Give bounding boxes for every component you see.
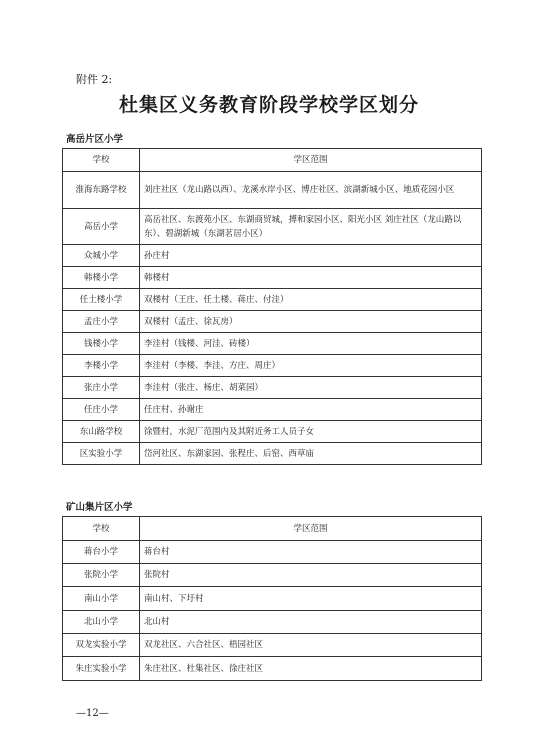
district-range-cell: 任庄村、孙谢庄 <box>140 399 482 421</box>
table-row <box>63 611 482 634</box>
district-range-cell: 南山村、下圩村 <box>140 587 482 611</box>
table-row <box>63 333 482 355</box>
table-row <box>63 399 482 421</box>
district-range-cell: 双楼村（孟庄、徐瓦房） <box>140 311 482 333</box>
table-row <box>63 311 482 333</box>
school-name-cell: 李楼小学 <box>63 355 140 377</box>
district-range-cell: 北山村 <box>140 611 482 634</box>
table-row <box>63 443 482 465</box>
table-header-row <box>63 149 482 172</box>
table-row <box>63 377 482 399</box>
school-name-cell: 韩楼小学 <box>63 267 140 289</box>
page-title: 杜集区义务教育阶段学校学区划分 <box>118 94 419 116</box>
district-range-cell: 徐暨村，水泥厂范围内及其附近务工人员子女 <box>140 421 482 443</box>
table-kuangshanji <box>62 516 482 681</box>
district-range-cell: 李洼村（张庄、杨庄、胡菜园） <box>140 377 482 399</box>
school-name-cell: 高岳小学 <box>63 209 140 245</box>
school-name-cell: 张庄小学 <box>63 377 140 399</box>
school-name-cell: 众城小学 <box>63 245 140 267</box>
school-name-cell: 区实验小学 <box>63 443 140 465</box>
district-range-cell: 朱庄社区、杜集社区、徐庄社区 <box>140 657 482 681</box>
school-name-cell: 孟庄小学 <box>63 311 140 333</box>
district-range-cell: 张院村 <box>140 564 482 587</box>
school-name-cell: 蒋台小学 <box>63 541 140 564</box>
column-header-school: 学校 <box>63 517 140 541</box>
column-header-range: 学区范围 <box>140 517 482 541</box>
school-name-cell: 北山小学 <box>63 611 140 634</box>
attachment-label: 附件 2: <box>76 73 113 86</box>
table-row <box>63 209 482 245</box>
district-range-cell: 李洼村（李楼、李洼、方庄、周庄） <box>140 355 482 377</box>
school-name-cell: 淮海东路学校 <box>63 172 140 209</box>
district-range-cell: 双楼村（王庄、任土楼、蒋庄、付洼） <box>140 289 482 311</box>
table-row <box>63 355 482 377</box>
table-row <box>63 289 482 311</box>
school-name-cell: 任庄小学 <box>63 399 140 421</box>
district-range-cell: 蒋台村 <box>140 541 482 564</box>
section-heading-kuangshanji: 矿山集片区小学 <box>66 502 133 513</box>
table-row <box>63 541 482 564</box>
district-range-cell: 刘庄社区（龙山路以西）、龙溪水岸小区、博庄社区、滨湖新城小区、地质花园小区 <box>140 172 482 209</box>
column-header-school: 学校 <box>63 149 140 172</box>
table-row <box>63 657 482 681</box>
school-name-cell: 钱楼小学 <box>63 333 140 355</box>
column-header-range: 学区范围 <box>140 149 482 172</box>
school-name-cell: 任土楼小学 <box>63 289 140 311</box>
table-row <box>63 587 482 611</box>
school-name-cell: 双龙实验小学 <box>63 634 140 657</box>
district-range-cell: 孙庄村 <box>140 245 482 267</box>
district-range-cell: 岱河社区、东湖家园、张程庄、后窑、西草庙 <box>140 443 482 465</box>
table-row <box>63 564 482 587</box>
school-name-cell: 南山小学 <box>63 587 140 611</box>
school-name-cell: 张院小学 <box>63 564 140 587</box>
table-row <box>63 421 482 443</box>
table-row <box>63 172 482 209</box>
district-range-cell: 高岳社区、东渡苑小区、东湖商贸城，搏和家园小区、阳光小区 刘庄社区（龙山路以东）、碧湖新城（东湖茗居小区） <box>140 209 482 245</box>
table-gaoyue <box>62 148 482 465</box>
table-row <box>63 245 482 267</box>
table-header-row <box>63 517 482 541</box>
table-row <box>63 267 482 289</box>
school-name-cell: 朱庄实验小学 <box>63 657 140 681</box>
table-row <box>63 634 482 657</box>
district-range-cell: 韩楼村 <box>140 267 482 289</box>
page-number: —12— <box>76 708 109 719</box>
school-name-cell: 东山路学校 <box>63 421 140 443</box>
district-range-cell: 李洼村（钱楼、河洼、砖楼） <box>140 333 482 355</box>
section-heading-gaoyue: 高岳片区小学 <box>66 134 124 145</box>
district-range-cell: 双龙社区、六合社区、梧园社区 <box>140 634 482 657</box>
